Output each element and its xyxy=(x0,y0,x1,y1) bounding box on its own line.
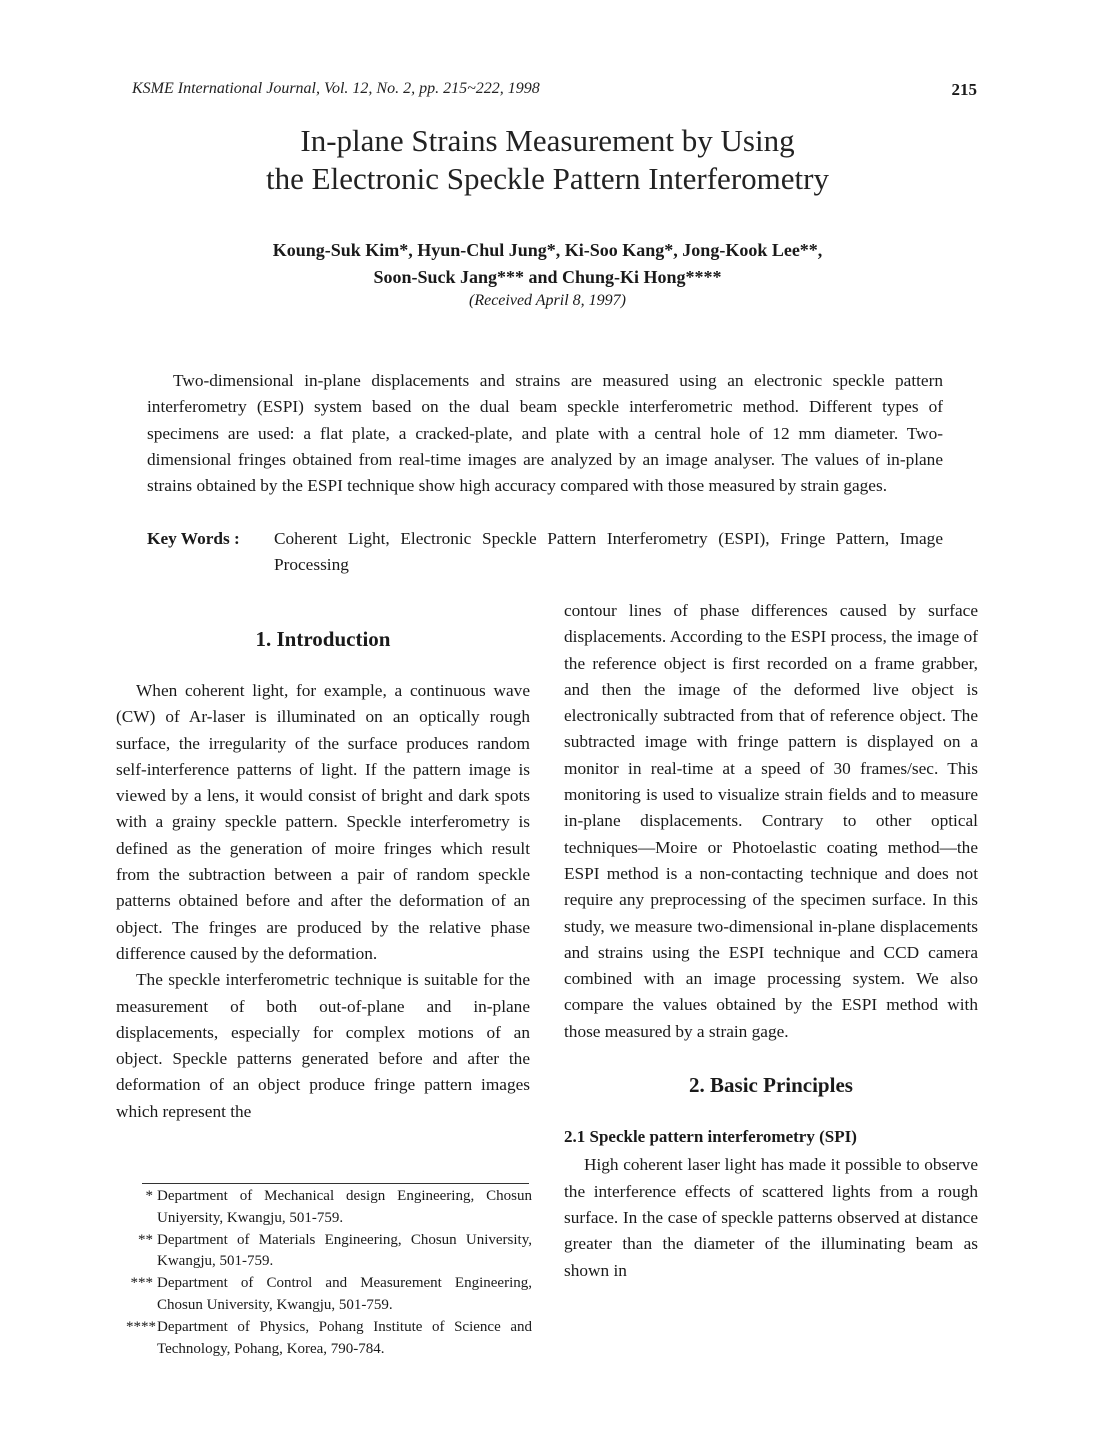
authors-line-2: Soon-Suck Jang*** and Chung-Ki Hong**** xyxy=(373,267,722,287)
authors-line-1: Koung-Suk Kim*, Hyun-Chul Jung*, Ki-Soo Kang*, Jong-Kook Lee**, xyxy=(272,240,823,260)
footnote-text: Department of Control and Measurement Engineering, Chosun University, Kwangju, 501-759. xyxy=(157,1275,532,1313)
paper-title xyxy=(120,122,975,198)
footnote-text: Department of Materials Engineering, Chosun University, Kwangju, 501-759. xyxy=(157,1231,532,1270)
intro-paragraph-1: When coherent light, for example, a continuous wave (CW) of Ar-laser is illuminated on an optically rough surface, the irregularity of the surface produces random self-interference patterns of light. If the pattern image is viewed by a lens, it would consist of bright and dark spots with a grainy speckle pattern. Speckle interferometry is defined as the generation of moire fringes which result from the subtraction between a pair of random speckle patterns obtained before and after the deformation of an object. The fringes are produced by the relative phase difference caused by the deformation. xyxy=(116,681,530,963)
footnote-rule xyxy=(142,1183,529,1184)
footnote-text: Department of Physics, Pohang Institute of Science and Technology, Pohang, Korea, 790-784. xyxy=(157,1318,532,1357)
footnote-3 xyxy=(126,1273,532,1317)
keywords-text: Coherent Light, Electronic Speckle Pattern Interferometry (ESPI), Fringe Pattern, Image Processing xyxy=(274,529,943,575)
footnote-2 xyxy=(126,1230,532,1274)
intro-paragraph-2: The speckle interferometric technique is suitable for the measurement of both out-of-plane and in-plane displacements, especially for complex motions of an object. Speckle patterns generated before and after the deformation of an object produce fringe pattern images which represent the xyxy=(116,970,530,1121)
running-head: KSME International Journal, Vol. 12, No. 2, pp. 215~222, 1998 xyxy=(132,80,540,97)
abstract xyxy=(147,368,943,499)
keywords xyxy=(147,526,943,579)
footnote-text: Department of Mechanical design Engineering, Chosun Uniyersity, Kwangju, 501-759. xyxy=(157,1188,532,1226)
footnote-mark: * xyxy=(145,1188,153,1204)
subsection-heading-spi: 2.1 Speckle pattern interferometry (SPI) xyxy=(564,1127,857,1147)
title-line-1: In-plane Strains Measurement by Using xyxy=(300,123,795,158)
footnotes xyxy=(126,1186,532,1360)
section-heading-basic-principles: 2. Basic Principles xyxy=(689,1073,853,1098)
footnote-mark: ** xyxy=(138,1231,153,1248)
footnote-1 xyxy=(126,1186,532,1230)
title-line-2: the Electronic Speckle Pattern Interferometry xyxy=(266,161,829,196)
footnote-4 xyxy=(126,1317,532,1361)
footnote-mark: **** xyxy=(126,1318,156,1335)
right-column xyxy=(564,598,978,1284)
intro-paragraph-2-continued: contour lines of phase differences caused by surface displacements. According to the ESPI process, the image of the reference object is first recorded on a frame grabber, and then the image of the deformed live object is electronically subtracted from that of reference object. The subtracted image with fringe pattern is displayed on a monitor in real-time at a speed of 30 frames/sec. This monitoring is used to visualize strain fields and to measure in-plane displacements. Contrary to other optical techniques—Moire or Photoelastic coating method—the ESPI method is a non-contacting technique and does not require any preprocessing of the specimen surface. In this study, we measure two-dimensional in-plane displacements and strains using the ESPI technique and CCD camera combined with an image processing system. We also compare the values obtained by the ESPI method with those measured by a strain gage. xyxy=(564,601,978,1041)
received-date: (Received April 8, 1997) xyxy=(469,292,626,309)
section-heading-introduction: 1. Introduction xyxy=(255,627,391,651)
page-number: 215 xyxy=(951,80,977,99)
keywords-label: Key Words : xyxy=(147,529,240,548)
left-column xyxy=(116,598,530,1125)
abstract-text: Two-dimensional in-plane displacements and strains are measured using an electronic speckle pattern interferometry (ESPI) system based on the dual beam speckle interferometric method. Different types of specimens are used: a flat plate, a cracked-plate, and plate with a central hole of 12 mm diameter. Two-dimensional fringes obtained from real-time images are analyzed by an image analyser. The values of in-plane strains obtained by the ESPI technique show high accuracy compared with those measured by strain gages. xyxy=(147,371,943,496)
author-list xyxy=(120,237,975,291)
spi-paragraph-1: High coherent laser light has made it possible to observe the interference effects of scattered lights from a rough surface. In the case of speckle patterns observed at distance greater than the diameter of the illuminating beam as shown in xyxy=(564,1155,978,1280)
footnote-mark: *** xyxy=(130,1275,153,1292)
